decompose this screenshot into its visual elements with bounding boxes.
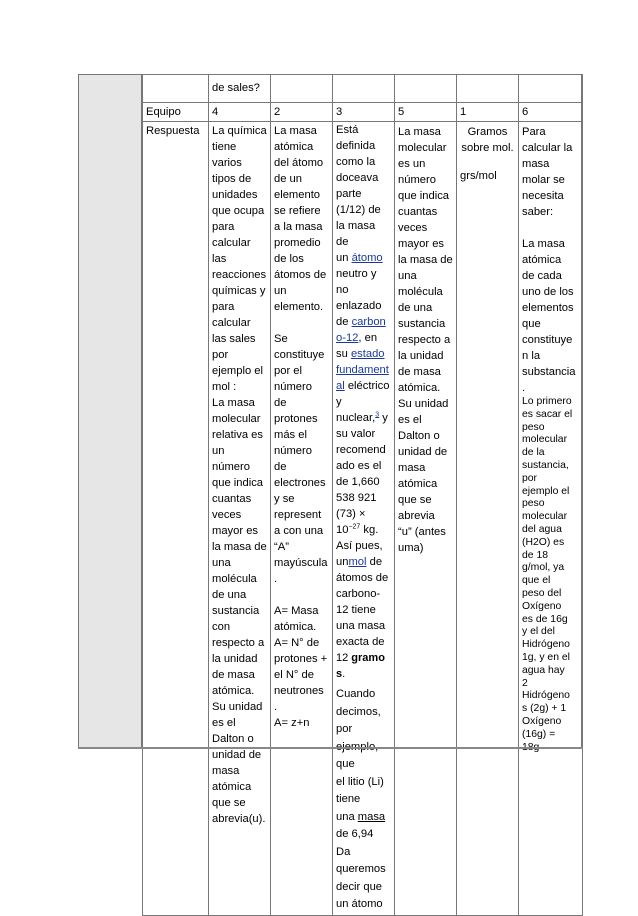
text-line: del agua [522, 523, 562, 535]
text-line: y se [274, 493, 295, 505]
text-line: Hidrógeno [522, 690, 570, 702]
text-line: promedio [274, 237, 321, 249]
text-line: Dalton o [212, 733, 254, 745]
text-line: molecular [522, 511, 568, 523]
text-line: constituye [522, 334, 573, 346]
text-line: mayor es [212, 525, 259, 537]
text-line: número [398, 174, 436, 186]
text-line: a con una [274, 525, 324, 537]
text-line: Su unidad [398, 398, 449, 410]
answer-team-6-para-2 [522, 236, 579, 396]
text-line: para [212, 221, 235, 233]
team-5: 5 [395, 103, 457, 122]
shaded-first-column [78, 74, 142, 748]
text-line: que indica [398, 190, 450, 202]
text-line: unidad de [398, 446, 448, 458]
text-line: átomos de [274, 269, 327, 281]
answer-team-6 [519, 122, 583, 916]
text-line: sustancia [398, 318, 446, 330]
text-line: un [274, 285, 287, 297]
text-line: Para [522, 126, 546, 138]
answer-team-2-para-2 [274, 331, 329, 587]
text-line: de [274, 397, 287, 409]
text-line: veces [398, 222, 428, 234]
text-line: químicas y [212, 285, 266, 297]
footnote-3-link[interactable]: 3 [375, 411, 380, 419]
answer-team-4-text [212, 123, 267, 827]
text-line: más el [274, 429, 307, 441]
text-line: atómica. [274, 621, 317, 633]
text-line: molar se [522, 174, 565, 186]
question-tail-text: de sales? [212, 82, 260, 94]
text-line: molecular [398, 142, 447, 154]
answer-team-6-para-3 [522, 396, 579, 754]
respuesta-row [143, 122, 583, 916]
text-line: uma) [398, 542, 424, 554]
text-line: de [274, 461, 287, 473]
text-line: y el del [522, 626, 555, 638]
text-line: varios [212, 157, 242, 169]
question-cell-2 [271, 75, 333, 103]
table-bottom-border [78, 747, 583, 749]
text-line: cuantas [398, 206, 438, 218]
text-line: substancia [522, 366, 576, 378]
text-line: del átomo [274, 157, 324, 169]
text-line: la unidad [398, 350, 444, 362]
text-line: de masa [398, 366, 441, 378]
text-line: Hidrógeno [522, 639, 570, 651]
text-line: . [522, 382, 526, 394]
text-line: por el [274, 365, 302, 377]
text-line: neutrones [274, 685, 324, 697]
text-line: Oxígeno [522, 715, 562, 727]
text-line: La química [212, 125, 267, 137]
text-line: con [212, 621, 231, 633]
text-line: por [522, 472, 538, 484]
text-line: protones [274, 413, 318, 425]
text-line: s (2g) + 1 [522, 703, 567, 715]
text-line: las [212, 253, 227, 265]
text-line: molecular [522, 434, 568, 446]
text-line: de los [274, 253, 304, 265]
masa-link[interactable]: masa [357, 810, 386, 823]
carbono-link[interactable]: carbon [351, 316, 386, 328]
equipo-label: Equipo [143, 103, 209, 122]
question-row-label-cell [143, 75, 209, 103]
answer-team-4 [209, 122, 271, 916]
text-line: es el [398, 414, 422, 426]
text-line: 2 [522, 677, 528, 689]
question-tail-cell [209, 75, 271, 103]
team-4: 4 [209, 103, 271, 122]
text-line: atómica [274, 141, 314, 153]
answer-team-2 [271, 122, 333, 916]
text-line: que el [522, 575, 551, 587]
text-line: peso del [522, 587, 562, 599]
text-line: represent [274, 509, 322, 521]
text-line: número [212, 461, 250, 473]
estado-fundamental-link[interactable]: estado [350, 348, 385, 360]
text-line: La masa [212, 397, 255, 409]
text-line: molécula [212, 573, 257, 585]
text-line: atómica [522, 254, 562, 266]
estado-fundamental-link-cont[interactable]: fundament [336, 364, 389, 376]
text-line: que se [398, 494, 432, 506]
text-line: calcular [212, 317, 251, 329]
text-line: de un [274, 173, 302, 185]
text-line: molécula [398, 286, 443, 298]
text-line: peso [522, 421, 545, 433]
answer-team-5 [395, 122, 457, 916]
text-line: sustancia [212, 605, 260, 617]
respuesta-label: Respuesta [143, 122, 209, 916]
text-line: es de 16g [522, 613, 568, 625]
text-line: (H2O) es [522, 536, 565, 548]
answer-team-5-text [398, 124, 453, 556]
text-line: abrevia(u). [212, 813, 266, 825]
text-line: elemento. [274, 301, 324, 313]
text-line: A= Masa [274, 605, 319, 617]
text-line: necesita [522, 190, 564, 202]
text-line: número [274, 381, 312, 393]
text-line: la unidad [212, 653, 258, 665]
text-line: masa [212, 765, 240, 777]
text-line: n la [522, 350, 541, 362]
text-line: respecto a [212, 637, 265, 649]
text-line: Se [274, 333, 288, 345]
text-line: mayor es [398, 238, 445, 250]
text-line: de cada [522, 270, 562, 282]
text-line: molecular [212, 413, 261, 425]
text-line: Dalton o [398, 430, 440, 442]
text-line: agua hay [522, 664, 565, 676]
text-line: tiene [212, 141, 237, 153]
text-line: elementos [522, 302, 574, 314]
text-line: uno de los [522, 286, 574, 298]
text-line: A= N° de [274, 637, 320, 649]
text-line: mayúscula [274, 557, 328, 569]
text-line: La masa [522, 238, 565, 250]
text-line: es sacar el [522, 408, 573, 420]
text-line: electrones [274, 477, 326, 489]
text-line: unidad de [212, 749, 262, 761]
text-line: respecto a [398, 334, 451, 346]
text-line: atómica. [212, 685, 255, 697]
team-1: 1 [457, 103, 519, 122]
text-line: calcular [212, 237, 251, 249]
text-line: una [212, 557, 231, 569]
text-line: Lo primero [522, 396, 572, 407]
text-line: La masa [274, 125, 317, 137]
text-line: de la [522, 447, 545, 459]
text-line: masa [398, 462, 426, 474]
text-line: a la masa [274, 221, 323, 233]
text-line: que indica [212, 477, 264, 489]
answer-team-2-para-1 [274, 123, 329, 315]
text-line: veces [212, 509, 242, 521]
text-line: de una [212, 589, 247, 601]
text-line: . [274, 701, 278, 713]
text-line: el N° de [274, 669, 314, 681]
text-line: cuantas [212, 493, 252, 505]
text-line: se refiere [274, 205, 321, 217]
question-cell-5 [395, 75, 457, 103]
question-cell-1 [457, 75, 519, 103]
text-line: la masa de [398, 254, 453, 266]
text-line: abrevia [398, 510, 435, 522]
text-line: protones + [274, 653, 328, 665]
text-line: relativa es [212, 429, 263, 441]
text-line: por [212, 349, 229, 361]
text-line: atómica [398, 478, 438, 490]
text-line: es un [398, 158, 426, 170]
answers-table [142, 74, 583, 916]
text-line: ejemplo el [212, 365, 263, 377]
carbono-link-cont[interactable]: o-12 [336, 332, 359, 344]
text-line: de masa [212, 669, 255, 681]
text-line: reacciones [212, 269, 267, 281]
text-line: 1g, y en el [522, 651, 570, 663]
text-line: Oxígeno [522, 600, 562, 612]
text-line: la masa de [212, 541, 267, 553]
text-line: saber: [522, 206, 554, 218]
text-line: elemento [274, 189, 321, 201]
text-line: “u” (antes [398, 526, 446, 538]
text-line: Su unidad [212, 701, 263, 713]
answer-team-3: Está definida como la doceava parte (1/12) de la masa de un átomo neutro y no enlazado de carbon o-12, en su estado fundament al eléctrico y nuclear,$^3$ y su valor recomend ado es el de 1,660 538 921 (73) × $10^{-27}$ kg. Así pues, unmol de átomos de carbono- 12 tiene una masa exacta de 12 gramo s. Cuando decimos, por que el litio (Li) tiene una masa de 6,94 Da queremos decir que un átomo [333, 122, 395, 916]
text-line: tipos de [212, 173, 252, 185]
text-line: sustancia, [522, 459, 569, 471]
text-line: número [274, 445, 312, 457]
text-line: para [212, 301, 235, 313]
text-line: de una [398, 302, 433, 314]
text-line: que ocupa [212, 205, 265, 217]
answer-team-1: Gramos sobre mol. grs/mol [457, 122, 519, 916]
text-line: que [522, 318, 541, 330]
text-line: las sales [212, 333, 256, 345]
text-line: “A” [274, 541, 289, 553]
text-line: atómica [212, 781, 252, 793]
text-line: un [212, 445, 225, 457]
mol-link[interactable]: mol [348, 556, 367, 568]
text-line: constituye [274, 349, 325, 361]
team-2: 2 [271, 103, 333, 122]
text-line: de 18 [522, 549, 549, 561]
text-line: una [398, 270, 417, 282]
answer-team-6-para-1 [522, 124, 579, 220]
text-line: es el [212, 717, 236, 729]
text-line: atómica. [398, 382, 441, 394]
text-line: (16g) = [522, 728, 556, 740]
text-line: ejemplo el [522, 485, 570, 497]
text-line: calcular la [522, 142, 573, 154]
question-row [143, 75, 583, 103]
text-line: peso [522, 498, 545, 510]
question-cell-3 [333, 75, 395, 103]
text-line: unidades [212, 189, 258, 201]
text-line: g/mol, ya [522, 562, 565, 574]
equipo-row [143, 103, 583, 122]
text-line: que se [212, 797, 246, 809]
text-line: La masa [398, 126, 441, 138]
estado-fundamental-link-end[interactable]: al [336, 380, 345, 392]
team-6: 6 [519, 103, 583, 122]
answer-team-2-para-3 [274, 603, 329, 731]
text-line: . [274, 573, 278, 585]
team-3: 3 [333, 103, 395, 122]
question-cell-6 [519, 75, 583, 103]
atomo-link[interactable]: átomo [351, 252, 383, 264]
text-line: masa [522, 158, 550, 170]
text-line: mol : [212, 381, 237, 393]
text-line: A= z+n [274, 717, 310, 729]
